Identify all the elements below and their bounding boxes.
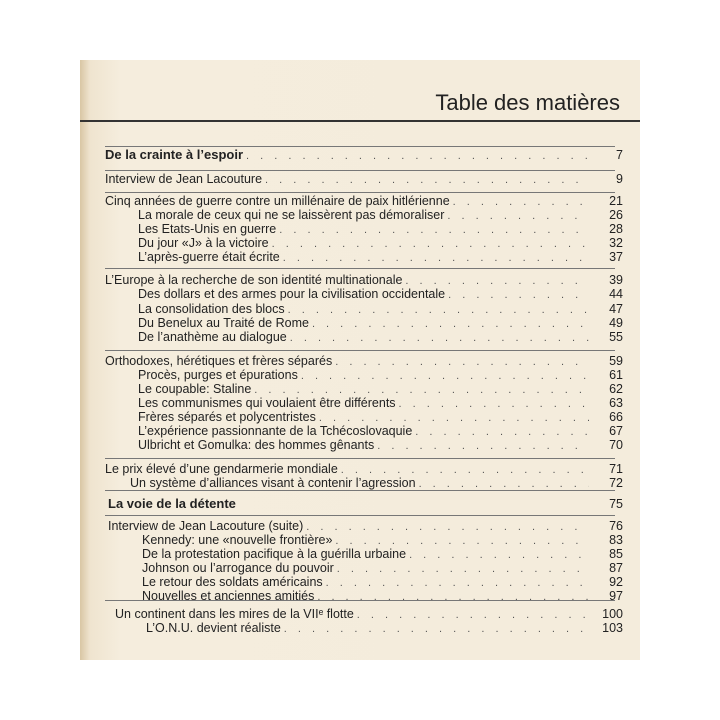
toc-subentry	[130, 476, 623, 490]
section-separator	[105, 350, 615, 351]
toc-subentry	[138, 330, 623, 344]
toc-entry-title: Interview de Jean Lacouture (suite)	[108, 519, 304, 533]
leader-dots	[399, 397, 589, 411]
section-separator	[105, 515, 615, 516]
leader-dots	[246, 149, 589, 163]
leader-dots	[312, 317, 589, 331]
toc-entry-title: De l’anathème au dialogue	[138, 330, 287, 344]
leader-dots	[272, 237, 589, 251]
toc-subentry	[138, 236, 623, 250]
toc-subentry	[138, 222, 623, 236]
leader-dots	[341, 463, 589, 477]
leader-dots	[283, 251, 589, 265]
leader-dots	[447, 209, 589, 223]
leader-dots	[290, 331, 589, 345]
toc-subentry	[138, 208, 623, 222]
toc-entry-title: La voie de la détente	[108, 496, 236, 511]
toc-entry-page: 26	[609, 208, 623, 222]
book-page	[80, 60, 640, 660]
toc-entry	[105, 354, 623, 368]
leader-dots	[335, 534, 589, 548]
toc-subentry	[142, 561, 623, 575]
toc-entry-title: Un continent dans les mires de la VIIᵉ flotte	[115, 607, 354, 621]
toc-entry-title: Ulbricht et Gomulka: des hommes gênants	[138, 438, 375, 452]
section-separator	[105, 268, 615, 269]
toc-entry-page: 49	[609, 316, 623, 330]
toc-subentry	[138, 302, 623, 316]
toc-entry-title: Orthodoxes, hérétiques et frères séparés	[105, 354, 333, 368]
leader-dots	[357, 608, 589, 622]
toc-entry-page: 63	[609, 396, 623, 410]
toc-entry	[115, 607, 623, 621]
leader-dots	[377, 439, 589, 453]
toc-entry-page: 100	[602, 607, 623, 621]
leader-dots	[306, 520, 589, 534]
leader-dots	[265, 173, 589, 187]
leader-dots	[419, 477, 589, 491]
toc-entry-page: 85	[609, 547, 623, 561]
leader-dots	[254, 383, 589, 397]
section-separator	[105, 170, 615, 171]
toc-entry-title: Des dollars et des armes pour la civilisation occidentale	[138, 287, 446, 301]
toc-entry-title: Interview de Jean Lacouture	[105, 172, 263, 186]
toc-subentry	[138, 410, 623, 424]
toc-entry-page: 61	[609, 368, 623, 382]
section-separator	[105, 458, 615, 459]
toc-entry-page: 87	[609, 561, 623, 575]
toc-entry-title: Du Benelux au Traité de Rome	[138, 316, 309, 330]
toc-entry-page: 75	[609, 497, 623, 511]
toc-entry-title: Cinq années de guerre contre un millénaire de paix hitlérienne	[105, 194, 450, 208]
toc-subentry	[138, 287, 623, 301]
leader-dots	[337, 562, 589, 576]
toc-entry-page: 44	[609, 287, 623, 301]
leader-dots	[335, 355, 589, 369]
toc-entry-page: 66	[609, 410, 623, 424]
toc-entry-page: 83	[609, 533, 623, 547]
toc-entry-page: 62	[609, 382, 623, 396]
toc-entry-title: Frères séparés et polycentristes	[138, 410, 316, 424]
toc-entry	[108, 519, 623, 533]
toc-entry-title: Johnson ou l’arrogance du pouvoir	[142, 561, 334, 575]
toc-entry-page: 71	[609, 462, 623, 476]
page-title: Table des matières	[435, 90, 620, 115]
toc-entry-page: 7	[616, 148, 623, 162]
leader-dots	[448, 288, 589, 302]
toc-entry-title: Procès, purges et épurations	[138, 368, 298, 382]
toc-entry-page: 28	[609, 222, 623, 236]
toc-subentry	[138, 396, 623, 410]
toc-entry-page: 76	[609, 519, 623, 533]
toc-subentry	[146, 621, 623, 635]
leader-dots	[301, 369, 589, 383]
toc-entry-title: Kennedy: une «nouvelle frontière»	[142, 533, 333, 547]
leader-dots	[453, 195, 589, 209]
toc-entry-title: De la protestation pacifique à la guérilla urbaine	[142, 547, 407, 561]
toc-subentry	[138, 250, 623, 264]
toc-subentry	[142, 589, 623, 603]
leader-dots	[288, 303, 589, 317]
toc-entry-title: Un système d’alliances visant à contenir l’agression	[130, 476, 416, 490]
toc-entry-page: 70	[609, 438, 623, 452]
toc-entry-page: 97	[609, 589, 623, 603]
toc-entry-page: 37	[609, 250, 623, 264]
toc-entry-page: 92	[609, 575, 623, 589]
toc-entry-title: L’expérience passionnante de la Tchécoslovaquie	[138, 424, 413, 438]
toc-entry-page: 103	[602, 621, 623, 635]
toc-subentry	[138, 382, 623, 396]
toc-subentry	[138, 368, 623, 382]
toc-entry-title: Les Etats-Unis en guerre	[138, 222, 277, 236]
toc-entry-page: 32	[609, 236, 623, 250]
toc-entry-title: L’O.N.U. devient réaliste	[146, 621, 281, 635]
toc-entry-title: Le prix élevé d’une gendarmerie mondiale	[105, 462, 338, 476]
toc-entry-page: 59	[609, 354, 623, 368]
leader-dots	[317, 590, 589, 604]
leader-dots	[326, 576, 589, 590]
title-rule	[80, 120, 640, 122]
leader-dots	[279, 223, 589, 237]
leader-dots	[405, 274, 589, 288]
toc-entry-page: 39	[609, 273, 623, 287]
toc-entry-title: Le coupable: Staline	[138, 382, 252, 396]
toc-entry-section	[108, 497, 623, 511]
toc-subentry	[138, 316, 623, 330]
toc-entry-title: Du jour «J» à la victoire	[138, 236, 269, 250]
toc-entry-title: Les communismes qui voulaient être différents	[138, 396, 396, 410]
toc-entry-title: Nouvelles et anciennes amitiés	[142, 589, 315, 603]
toc-entry	[105, 172, 623, 186]
toc-subentry	[138, 438, 623, 452]
leader-dots	[415, 425, 589, 439]
toc-entry	[105, 273, 623, 287]
leader-dots	[409, 548, 589, 562]
toc-entry-page: 67	[609, 424, 623, 438]
leader-dots	[284, 622, 589, 636]
toc-entry-title: L’après-guerre était écrite	[138, 250, 280, 264]
toc-entry-title: La morale de ceux qui ne se laissèrent pas démoraliser	[138, 208, 445, 222]
toc-subentry	[142, 575, 623, 589]
toc-entry-page: 21	[609, 194, 623, 208]
toc-entry-title: La consolidation des blocs	[138, 302, 285, 316]
toc-subentry	[142, 547, 623, 561]
toc-subentry	[138, 424, 623, 438]
toc-entry-page: 72	[609, 476, 623, 490]
toc-entry-title: L’Europe à la recherche de son identité multinationale	[105, 273, 403, 287]
toc-entry	[105, 462, 623, 476]
toc-entry-page: 47	[609, 302, 623, 316]
toc-subentry	[142, 533, 623, 547]
toc-entry-title: De la crainte à l’espoir	[105, 147, 244, 162]
toc-entry	[105, 194, 623, 208]
leader-dots	[319, 411, 589, 425]
toc-entry-page: 55	[609, 330, 623, 344]
section-separator	[105, 192, 615, 193]
toc-entry-section	[105, 148, 623, 162]
toc-entry-title: Le retour des soldats américains	[142, 575, 323, 589]
toc-entry-page: 9	[616, 172, 623, 186]
